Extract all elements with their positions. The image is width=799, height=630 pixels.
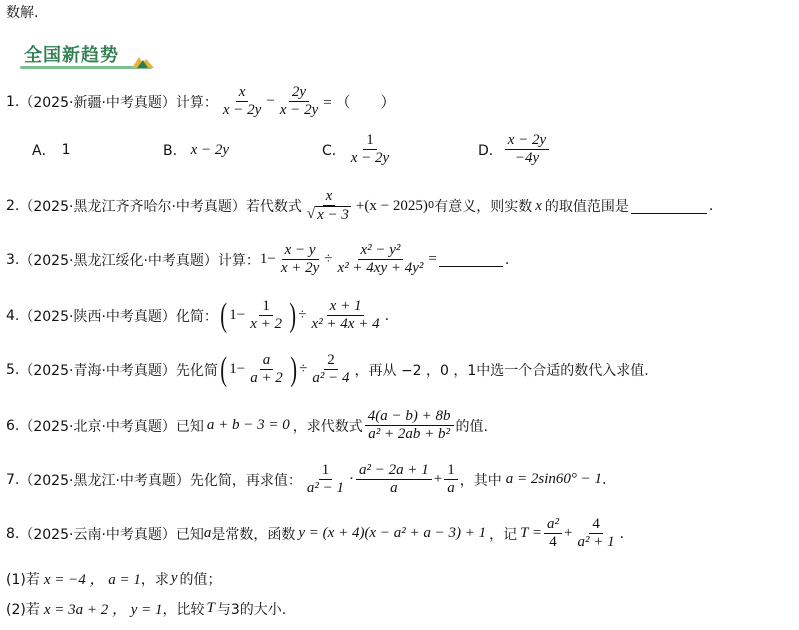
q5-f2-denominator: a² − 4	[312, 370, 350, 386]
q8-sub2-label: (2)若	[6, 601, 40, 618]
q7-plus: +	[433, 471, 443, 487]
q7-end: .	[601, 471, 607, 488]
q1-source: （2025·新疆·中考真题）	[19, 94, 176, 111]
q3-number: 3.	[6, 251, 20, 268]
q7-f3-numerator: 1	[444, 462, 458, 480]
q8-subquestion-1	[6, 568, 222, 589]
q6-fraction	[365, 408, 454, 443]
q5-one-minus: 1−	[229, 361, 246, 377]
q1-option-d	[478, 132, 551, 167]
q2-text: 有意义，则实数	[434, 199, 533, 215]
q1-equals-blank: = （ ）	[323, 95, 396, 111]
q1-option-d-denominator: −4y	[514, 150, 540, 166]
q1-option-c-denominator: x − 2y	[350, 150, 390, 166]
q4-one-minus: 1−	[229, 307, 246, 323]
q4-verb: 化简：	[175, 308, 218, 325]
sqrt-sign-icon: √	[306, 206, 316, 222]
q7-fraction-3	[444, 462, 458, 497]
q1-option-a-label: A．	[32, 143, 56, 159]
q5-fraction-2	[309, 352, 352, 387]
q2-radicand: x − 3	[317, 207, 349, 223]
q3-f2-denominator: x² + 4xy + 4y²	[337, 260, 424, 276]
q2-variable: x	[535, 197, 542, 214]
top-fragment	[6, 2, 38, 22]
q5-verb: 先化简	[175, 362, 218, 379]
q8-subquestion-2	[6, 598, 286, 619]
q2-denominator	[304, 206, 354, 224]
q1-number: 1.	[6, 93, 20, 110]
q8-sub2-condition: x = 3a + 2 ， y = 1	[43, 602, 163, 618]
q6-number: 6.	[6, 417, 20, 434]
q5-f1-numerator: a	[260, 352, 274, 370]
q4-f1-numerator: 1	[259, 298, 273, 316]
q1-option-a-value: 1	[61, 142, 71, 158]
q1-minus: −	[266, 93, 275, 109]
q5-fraction-1	[247, 352, 286, 387]
q1-option-d-fraction	[505, 132, 549, 167]
q1-option-c-fraction	[348, 132, 392, 167]
q4-f2-numerator: x + 1	[327, 298, 365, 316]
q8-plus: +	[564, 525, 573, 541]
question-5	[6, 352, 649, 387]
q6-verb: 已知	[175, 418, 204, 435]
q3-end: .	[504, 251, 510, 268]
q2-text2: 的取值范围是	[544, 199, 629, 215]
q8-text2: ，记	[489, 526, 518, 543]
q7-number: 7.	[6, 471, 20, 488]
q8-text: 是常数，函数	[211, 526, 296, 543]
q6-denominator: a² + 2ab + b²	[368, 426, 450, 442]
top-fragment-text: 数解.	[6, 5, 39, 21]
q8-fraction-1	[544, 516, 562, 551]
q4-end: .	[384, 307, 390, 324]
q8-verb: 已知	[175, 526, 204, 543]
q4-f2-denominator: x² + 4x + 4	[311, 316, 380, 332]
q1-option-c	[322, 132, 394, 167]
q4-f1-denominator: x + 2	[250, 316, 282, 332]
question-2: 2. （2025·黑龙江齐齐哈尔·中考真题） 若代数式 x √ x − 3 +(x − 2025) 0 有意义，则实数 x 的取值范围是 .	[6, 188, 714, 223]
q3-f1-numerator: x − y	[282, 242, 319, 260]
q5-left-paren: (	[220, 350, 227, 388]
q2-number: 2.	[6, 198, 20, 214]
q4-right-paren: )	[289, 296, 297, 334]
q1-option-d-label: D．	[478, 142, 503, 159]
q4-divide: ÷	[298, 307, 307, 323]
q7-f1-numerator: 1	[319, 462, 333, 480]
q2-source: （2025·黑龙江齐齐哈尔·中考真题）	[19, 199, 246, 215]
q5-right-paren: )	[290, 350, 297, 388]
q7-f3-denominator: a	[447, 480, 455, 496]
q2-answer-blank[interactable]	[631, 199, 707, 214]
q5-text: ，再从 −2 ，0 ，1中选一个合适的数代入求值.	[354, 362, 649, 379]
q4-left-paren: (	[220, 296, 227, 334]
q7-condition: a = 2sin60° − 1	[505, 471, 602, 487]
q7-f2-numerator: a² − 2a + 1	[356, 462, 432, 480]
q4-source: （2025·陕西·中考真题）	[19, 308, 176, 325]
q8-sub1-variable: y	[170, 570, 178, 586]
q3-fraction-1	[278, 242, 322, 277]
q7-f1-denominator: a² − 1	[306, 480, 345, 496]
q1-f2-numerator: 2y	[289, 84, 309, 102]
q7-dot: ·	[349, 471, 355, 487]
q3-answer-blank[interactable]	[439, 252, 503, 267]
q8-sub1-label: (1)若	[6, 571, 40, 588]
q1-f1-numerator: x	[236, 84, 249, 102]
q7-source: （2025·黑龙江·中考真题）	[19, 472, 190, 489]
q3-one-minus: 1−	[259, 251, 276, 267]
q1-option-d-numerator: x − 2y	[505, 132, 549, 150]
q2-fraction	[304, 188, 354, 224]
q7-fraction-1	[304, 462, 347, 497]
q8-f2-denominator: a² + 1	[577, 534, 615, 550]
q5-f2-numerator: 2	[324, 352, 338, 370]
q8-sub2-text: ，比较	[162, 601, 205, 618]
question-1	[6, 84, 395, 119]
q1-fraction-1	[220, 84, 264, 119]
q2-sqrt	[307, 206, 351, 224]
q4-fraction-2	[309, 298, 383, 333]
q5-f1-denominator: a + 2	[250, 370, 283, 386]
q8-sub1-text: ，求	[140, 571, 169, 588]
q1-option-b-value: x − 2y	[190, 141, 230, 158]
q3-divide: ÷	[324, 251, 333, 267]
q8-f1-denominator: 4	[549, 534, 557, 550]
q5-number: 5.	[6, 361, 20, 378]
mountain-icon	[132, 54, 154, 68]
question-6	[6, 408, 488, 443]
banner-title: 全国新趋势	[24, 45, 119, 66]
q6-text: ，求代数式	[292, 418, 363, 435]
q7-text: ，其中	[459, 472, 502, 489]
q1-f1-denominator: x − 2y	[222, 102, 262, 118]
q1-f2-denominator: x − 2y	[279, 102, 319, 118]
q7-verb: 先化简，再求值：	[189, 472, 302, 489]
q8-number: 8.	[6, 525, 20, 542]
section-banner	[16, 38, 154, 72]
question-7	[6, 462, 606, 497]
q3-source: （2025·黑龙江绥化·中考真题）	[19, 252, 218, 269]
q1-option-b	[163, 140, 229, 160]
q8-sub2-end: 与3的大小.	[216, 601, 287, 618]
q3-f2-numerator: x² − y²	[358, 242, 404, 260]
q8-source: （2025·云南·中考真题）	[19, 526, 176, 543]
q8-sub1-end: 的值；	[179, 571, 222, 588]
question-4	[6, 298, 389, 333]
q5-divide: ÷	[299, 361, 308, 377]
q7-fraction-2	[356, 462, 432, 497]
q6-numerator: 4(a − b) + 8b	[365, 408, 454, 426]
q8-sub1-condition: x = −4 ， a = 1	[43, 572, 141, 588]
q4-number: 4.	[6, 307, 20, 324]
q1-option-c-label: C．	[322, 142, 346, 159]
q3-f1-denominator: x + 2y	[280, 260, 320, 276]
question-3	[6, 242, 509, 277]
q6-condition: a + b − 3 = 0	[206, 417, 290, 433]
q1-fraction-2	[277, 84, 321, 119]
q8-fraction-2	[575, 516, 618, 551]
q8-f2-numerator: 4	[589, 516, 603, 534]
question-8	[6, 516, 624, 551]
q5-source: （2025·青海·中考真题）	[19, 362, 176, 379]
q3-fraction-2	[335, 242, 427, 277]
q8-end: .	[619, 525, 625, 542]
q2-end: .	[708, 198, 714, 214]
q2-power-base: +(x − 2025)	[355, 197, 428, 214]
q7-f2-denominator: a	[390, 480, 398, 496]
q1-option-c-numerator: 1	[363, 132, 377, 150]
q2-numerator: x	[323, 188, 336, 206]
q1-option-b-label: B．	[163, 143, 187, 159]
q3-verb: 计算：	[217, 252, 260, 269]
q8-sub2-variable: T	[206, 600, 215, 616]
q3-equals: =	[428, 251, 437, 267]
q2-verb: 若代数式	[245, 199, 302, 215]
q8-function: y = (x + 4)(x − a² + a − 3) + 1	[298, 525, 487, 541]
q6-end: 的值.	[455, 418, 488, 435]
q6-source: （2025·北京·中考真题）	[19, 418, 176, 435]
q1-verb: 计算：	[175, 94, 218, 111]
q8-T-equals: T =	[520, 525, 543, 541]
q8-f1-numerator: a²	[544, 516, 562, 534]
q1-option-a	[32, 140, 71, 160]
q4-fraction-1	[247, 298, 285, 333]
q8-var-a: a	[203, 525, 212, 541]
